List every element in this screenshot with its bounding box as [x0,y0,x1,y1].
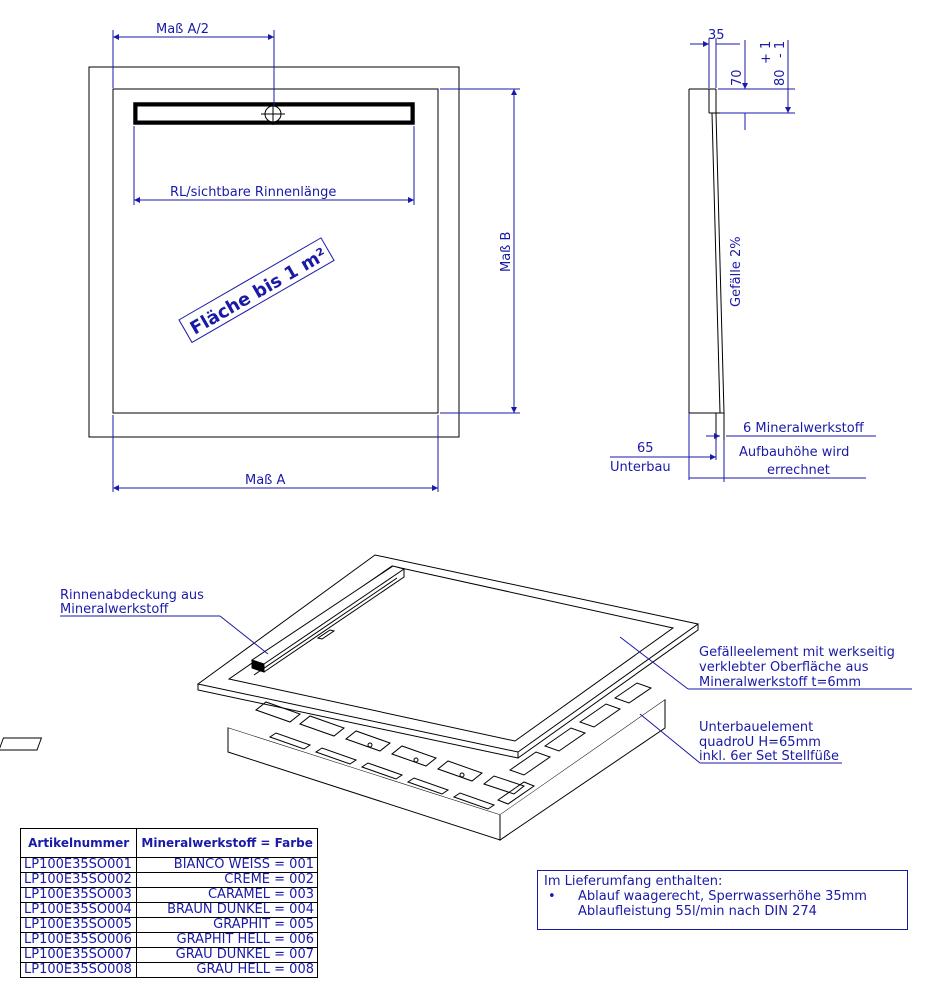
material-color: GRAPHIT = 005 [137,918,318,933]
callout-slope-2: verklebter Oberfläche aus [699,660,869,675]
area-stamp [179,238,334,343]
tol-plus-label: + 1 [759,40,774,64]
table-row [21,903,318,918]
header-material: Mineralwerkstoff = Farbe [137,829,318,858]
article-number: LP100E35SO002 [21,873,137,888]
rinne-length-label: RL/sichtbare Rinnenlänge [170,185,337,200]
callout-cover-1: Rinnenabdeckung aus [60,588,204,603]
article-number: LP100E35SO008 [21,963,137,978]
scope-of-delivery-box [537,870,908,930]
bullet-icon: • [548,889,556,904]
article-number: LP100E35SO004 [21,903,137,918]
table-row [21,888,318,903]
scope-line-1: Ablauf waagerecht, Sperrwasserhöhe 35mm [578,889,867,904]
article-number: LP100E35SO005 [21,918,137,933]
callout-base-2: quadroU H=65mm [699,735,821,750]
unterbau-label: Unterbau [610,460,671,475]
parts-table [20,828,318,978]
material-color: BIANCO WEISS = 001 [137,858,318,873]
article-number: LP100E35SO003 [21,888,137,903]
aufbau-label-1: Aufbauhöhe wird [739,445,850,460]
article-number: LP100E35SO006 [21,933,137,948]
scope-item [544,889,901,904]
scope-item [544,904,901,919]
table-row [21,873,318,888]
material-color: CREME = 002 [137,873,318,888]
table-row [21,858,318,873]
table-row [21,933,318,948]
tol-minus-label: - 1 [773,40,788,58]
material-color: GRAU DUNKEL = 007 [137,948,318,963]
callout-slope-3: Mineralwerkstoff t=6mm [699,675,861,690]
table-row [21,918,318,933]
table-row [21,948,318,963]
scope-title: Im Lieferumfang enthalten: [544,874,723,889]
callout-cover-2: Mineralwerkstoff [60,602,169,617]
area-label: Fläche bis 1 m² [186,244,331,340]
mineral-6-label: 6 Mineralwerkstoff [743,421,864,436]
dim-a-label: Maß A [245,473,286,488]
dim-a-half-label: Maß A/2 [156,22,210,37]
aufbau-label-2: errechnet [767,463,830,478]
dim-35-label: 35 [708,28,725,43]
scope-list [544,889,901,919]
scope-line-2: Ablaufleistung 55l/min nach DIN 274 [578,904,817,919]
header-article: Artikelnummer [21,829,137,858]
dim-65-label: 65 [637,441,654,456]
callout-base-1: Unterbauelement [699,720,814,735]
dim-80-label: 80 [773,69,788,86]
article-number: LP100E35SO001 [21,858,137,873]
slope-label: Gefälle 2% [729,236,744,307]
material-color: CARAMEL = 003 [137,888,318,903]
dim-b-label: Maß B [499,231,514,272]
callout-base-3: inkl. 6er Set Stellfüße [699,749,840,764]
table-row [21,963,318,978]
article-number: LP100E35SO007 [21,948,137,963]
material-color: GRAU HELL = 008 [137,963,318,978]
parts-table-header [21,829,318,858]
material-color: GRAPHIT HELL = 006 [137,933,318,948]
dim-70-label: 70 [730,69,745,86]
callout-slope-1: Gefälleelement mit werkseitig [699,645,895,660]
top-view-inner-surface [113,89,438,413]
material-color: BRAUN DUNKEL = 004 [137,903,318,918]
